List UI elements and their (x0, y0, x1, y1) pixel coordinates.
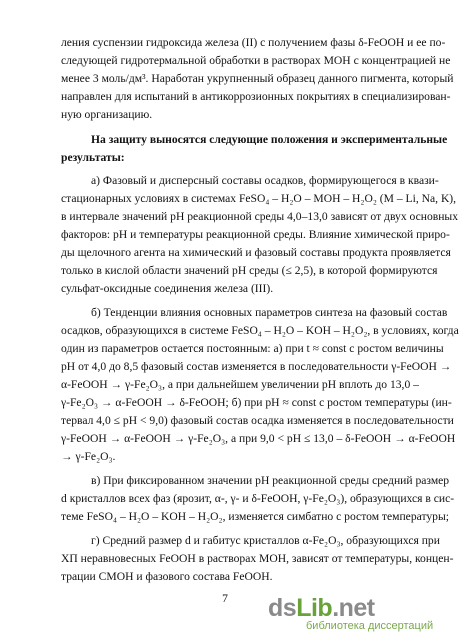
text-line: только в кислой области значений pH среды (≤ 2,5), в которой формируются (61, 264, 438, 277)
logo-prefix: ds (268, 594, 297, 622)
text-line: факторов: pH и температуры реакционной среды. Влияние химической приро- (61, 228, 450, 241)
watermark-subtitle: библиотека диссертаций (306, 620, 434, 632)
text-line: α-FeOOH → γ-Fe₂O₃, а при дальнейшем увеличении pH вплоть до 13,0 – (61, 378, 419, 391)
text-line: г) Средний размер d и габитус кристаллов α-Fe₂O₃, образующихся при (91, 534, 440, 547)
text-line: а) Фазовый и дисперсный составы осадков, формирующегося в квази- (91, 174, 439, 187)
text-line: тервал 4,0 ≤ pH < 9,0) фазовый состав осадка изменяется в последовательности (61, 414, 454, 427)
text-line: pH от 4,0 до 8,5 фазовый состав изменяется в последовательности γ-FeOOH → (61, 360, 452, 373)
text-line: d кристаллов всех фаз (ярозит, α-, γ- и δ-FeOOH, γ-Fe₂O₃), образующихся в сис- (61, 492, 455, 505)
logo-main: Lib (296, 594, 333, 622)
text-line: → γ-Fe₂O₃. (61, 450, 116, 463)
section-heading: На защиту выносятся следующие положения и экспериментальные (91, 133, 448, 146)
text-line: γ-FeOOH → α-FeOOH → γ-Fe₂O₃, а при 9,0 < pH ≤ 13,0 – δ-FeOOH → α-FeOOH (61, 432, 456, 445)
text-line: следующей гидротермальной обработки в растворах МОН с концентрацией не (61, 54, 451, 67)
text-line: ную организацию. (61, 108, 153, 121)
text-line: ды щелочного агента на химический и фазовый составы продукта проявляется (61, 246, 451, 259)
logo-suffix: .net (332, 594, 375, 622)
text-line: в интервале значений pH реакционной среды 4,0–13,0 зависят от двух основных (61, 210, 459, 223)
text-line: сульфат-оксидные соединения железа (III). (61, 282, 274, 295)
dslib-logo (268, 594, 375, 622)
text-line: ХП неравновесных FeOOH в растворах МОН, зависят от температуры, концен- (61, 552, 454, 565)
text-line: в) При фиксированном значении pH реакционной среды средний размер (91, 474, 450, 487)
text-line: направлен для испытаний в антикоррозионных покрытиях в специализирован- (61, 90, 451, 103)
dslib-watermark (268, 594, 446, 636)
text-line: осадков, образующихся в системе FeSO₄ – H₂O – KOH – H₂O₂, в условиях, когда (61, 324, 459, 337)
section-heading: результаты: (61, 151, 125, 164)
page-number: 7 (222, 592, 228, 605)
text-line: трации CMOH и фазового состава FeOOH. (61, 570, 273, 583)
text-line: теме FeSO₄ – H₂O – KOH – H₂O₂, изменяется симбатно с ростом температуры; (61, 510, 449, 523)
text-line: один из параметров остается постоянным: а) при t ≈ const с ростом величины (61, 342, 444, 355)
text-line: стационарных условиях в системах FeSO₄ – H₂O – MOH – H₂O₂ (M – Li, Na, K), (61, 192, 457, 205)
text-line: менее 3 моль/дм³. Наработан укрупненный образец данного пигмента, который (61, 72, 454, 85)
text-line: ления суспензии гидроксида железа (II) с получением фазы δ-FeOOH и ее по- (61, 36, 446, 49)
text-line: б) Тенденции влияния основных параметров синтеза на фазовый состав (91, 306, 448, 319)
text-line: γ-Fe₂O₃ → α-FeOOH → δ-FeOOH; б) при pH ≈ const с ростом температуры (ин- (61, 396, 452, 409)
